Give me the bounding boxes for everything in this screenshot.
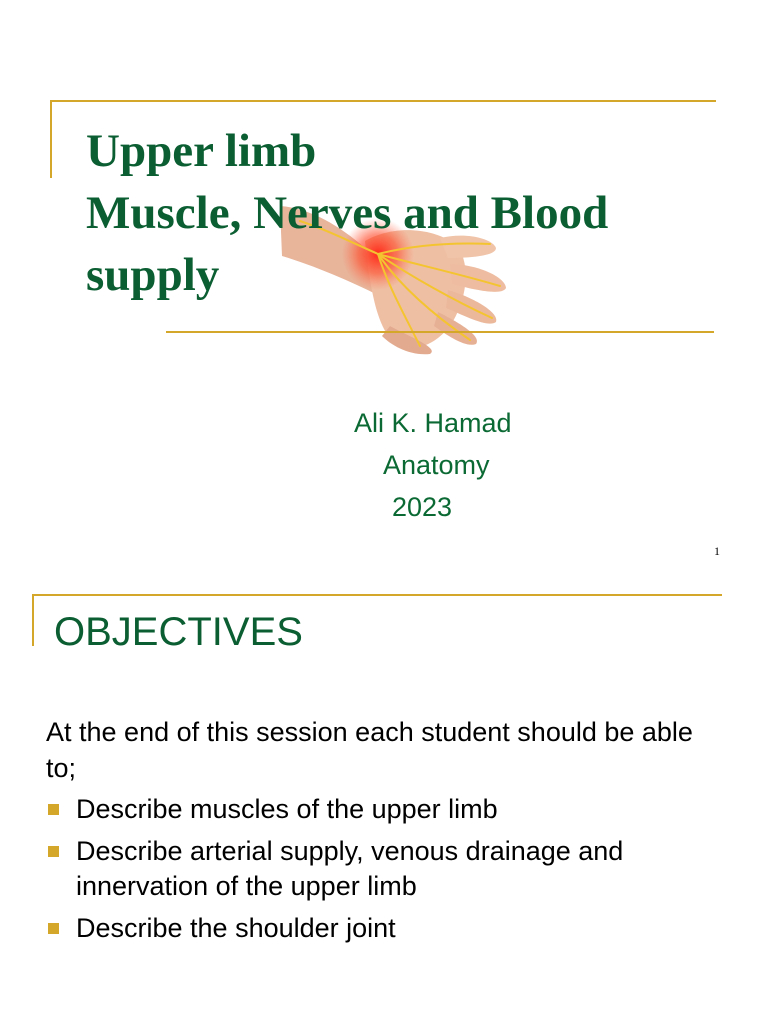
list-item xyxy=(46,792,726,827)
presentation-title xyxy=(86,120,608,306)
year: 2023 xyxy=(392,492,453,522)
title-line: Muscle, Nerves and Blood xyxy=(86,187,609,239)
course-name: Anatomy xyxy=(383,450,490,480)
author-name: Ali K. Hamad xyxy=(354,408,512,438)
list-item-text: Describe the shoulder joint xyxy=(76,913,396,943)
list-item xyxy=(46,911,726,946)
slide-title: OBJECTIVES xyxy=(54,610,303,654)
objectives-list xyxy=(46,792,726,953)
square-bullet-icon xyxy=(48,923,59,934)
list-item-text: Describe muscles of the upper limb xyxy=(76,794,498,824)
top-rule xyxy=(32,594,722,596)
square-bullet-icon xyxy=(48,846,59,857)
page-number: 1 xyxy=(714,544,720,558)
title-line: supply xyxy=(86,249,220,301)
title-line: Upper limb xyxy=(86,125,317,177)
list-item xyxy=(46,834,726,904)
objectives-slide xyxy=(0,580,768,1024)
list-item-text: Describe arterial supply, venous drainage and innervation of the upper limb xyxy=(76,836,624,901)
left-rule xyxy=(32,594,34,646)
square-bullet-icon xyxy=(48,804,59,815)
intro-text: At the end of this session each student should be able to; xyxy=(46,717,693,783)
title-underline-rule xyxy=(166,331,714,333)
top-rule xyxy=(50,100,716,102)
left-rule xyxy=(50,100,52,178)
